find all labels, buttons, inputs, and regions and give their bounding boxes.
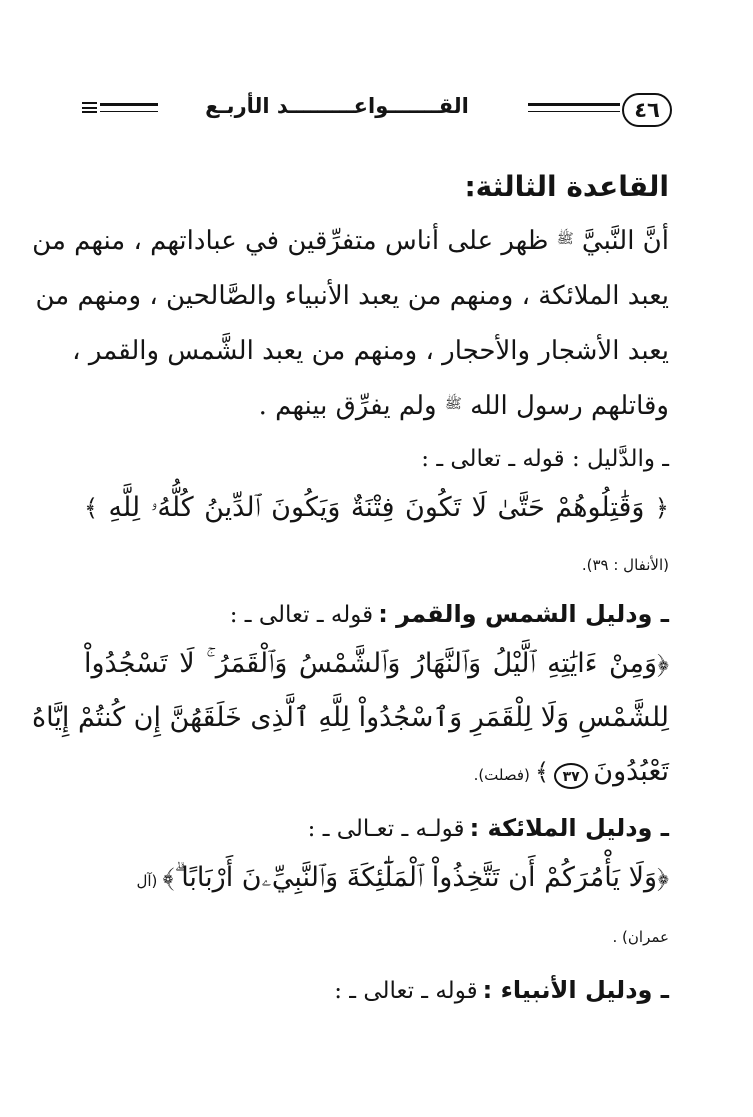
- paragraph-line-4: [84, 391, 669, 422]
- section-heading: القاعدة الثالثة:: [464, 170, 669, 203]
- verse-fussilat-ending: تَعْبُدُونَ: [593, 756, 669, 787]
- sun-moon-intro: قوله ـ تعالى ـ :: [229, 602, 374, 628]
- verse-open-bracket: ﴿: [654, 494, 669, 522]
- salawat-honorific-2: ﷺ: [444, 396, 462, 412]
- paragraph-line-1: [32, 226, 669, 257]
- sun-moon-lead: ـ ودليل الشمس والقمر :: [378, 600, 669, 628]
- paragraph-line-2: يعبد الملائكة ، ومنهم من يعبد الأنبياء والصَّالحين ، ومنهم من: [35, 281, 669, 311]
- reference-anfal: (الأنفال : ٣٩).: [581, 556, 669, 574]
- page-number-badge: [622, 93, 672, 127]
- evidence-intro: ـ والدَّليل : قوله ـ تعالى ـ :: [421, 446, 669, 472]
- verse-fussilat-line-2: لِلشَّمْسِ وَلَا لِلْقَمَرِ وَٱسْجُدُواْ لِلَّهِ ٱلَّذِى خَلَقَهُنَّ إِن كُنتُمْ إِيَّاهُ: [31, 702, 669, 733]
- angels-lead: ـ ودليل الملائكة :: [469, 814, 669, 842]
- paragraph-line-4-start: وقاتلهم رسول الله: [470, 391, 669, 421]
- header-rule-end: [82, 102, 97, 113]
- verse-anfal: [84, 492, 669, 524]
- verse-aal-imran-text: ﴿وَلَا يَأْمُرَكُمْ أَن تَتَّخِذُواْ ٱلْمَلَٰٓئِكَةَ وَٱلنَّبِيِّۦنَ أَرْبَابًا ۗ﴾: [162, 862, 669, 893]
- reference-fussilat: (فصلت).: [473, 766, 530, 784]
- paragraph-line-1-end: ظهر على أناس متفرِّقين في عباداتهم ، منهم من: [32, 226, 549, 256]
- header-rule-right: [528, 103, 620, 112]
- prophets-evidence-title: [84, 976, 669, 1004]
- prophets-intro: قوله ـ تعالى ـ :: [334, 978, 478, 1004]
- page-number: ٤٦: [634, 97, 660, 122]
- reference-aal-imran-end: عمران) .: [612, 928, 669, 946]
- header-rule-left: [100, 103, 158, 112]
- verse-close-bracket: ﴾: [84, 494, 99, 522]
- page-header: [82, 93, 672, 133]
- running-title: القـــــــواعـــــــــد الأربـع: [205, 94, 469, 118]
- paragraph-line-3: يعبد الأشجار والأحجار ، ومنهم من يعبد الشَّمس والقمر ،: [72, 336, 669, 366]
- verse-anfal-text: وَقَٰتِلُوهُمْ حَتَّىٰ لَا تَكُونَ فِتْنَةٌ وَيَكُونَ ٱلدِّينُ كُلُّهُۥ لِلَّهِ: [108, 492, 645, 523]
- sun-moon-evidence-title: [84, 600, 669, 628]
- paragraph-line-1-start: أنَّ النَّبيَّ: [581, 226, 669, 256]
- ayah-number-marker: ٣٧: [554, 763, 588, 789]
- verse-aal-imran: [84, 862, 669, 894]
- angels-intro: قولـه ـ تعـالى ـ :: [307, 816, 465, 842]
- salawat-honorific: ﷺ: [556, 231, 574, 247]
- paragraph-line-4-end: ولم يفرِّق بينهم .: [258, 391, 437, 421]
- reference-aal-imran-start: (آل: [136, 872, 158, 890]
- verse-close-bracket-2: ﴾: [535, 758, 550, 786]
- angels-evidence-title: [84, 814, 669, 842]
- verse-fussilat-line-3: [84, 756, 669, 789]
- verse-fussilat-line-1: ﴿وَمِنْ ءَايَٰتِهِ ٱلَّيْلُ وَٱلنَّهَارُ وَٱلشَّمْسُ وَٱلْقَمَرُ ۚ لَا تَسْجُدُواْ: [84, 648, 669, 679]
- prophets-lead: ـ ودليل الأنبياء :: [482, 976, 669, 1004]
